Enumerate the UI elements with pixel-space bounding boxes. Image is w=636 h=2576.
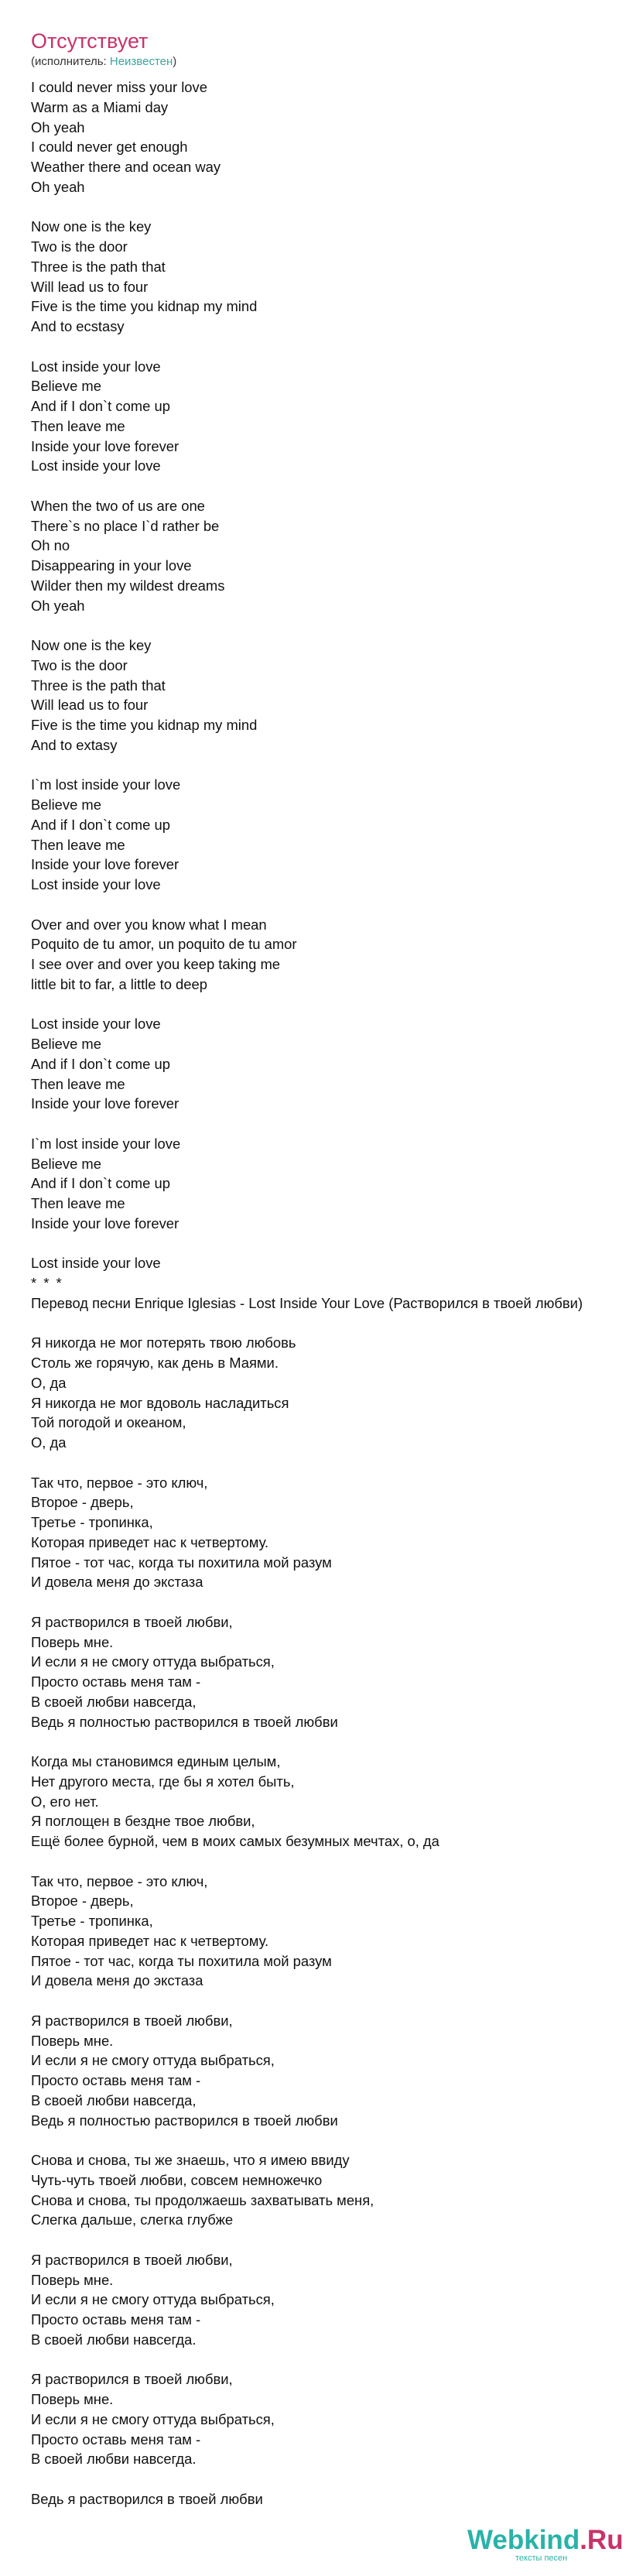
translation-lyric-line: Столь же горячую, как день в Маями. <box>31 1355 279 1371</box>
translation-lyric-stanza <box>31 2150 636 2230</box>
translation-lyric-line: И если я не смогу оттуда выбраться, <box>31 1653 275 1670</box>
translation-lyric-line: Я растворился в твоей любви, <box>31 1613 233 1630</box>
translation-lyric-line: Той погодой и океаном, <box>31 1414 186 1431</box>
translation-lyric-line: Я растворился в твоей любви, <box>31 2371 233 2388</box>
original-lyric-line: And if I don`t come up <box>31 398 170 414</box>
translation-lyric-line: Третье - тропинка, <box>31 1514 153 1530</box>
original-lyric-line: Inside your love forever <box>31 1095 180 1112</box>
translation-lyric-line: Я никогда не мог вдоволь насладиться <box>31 1394 289 1411</box>
translation-lyric-line: В своей любви навсегда. <box>31 2451 197 2468</box>
original-lyric-line: When the two of us are one <box>31 497 205 514</box>
translation-lyric-line: О, да <box>31 1434 67 1451</box>
translation-lyric-line: Просто оставь меня там - <box>31 1673 201 1690</box>
original-lyric-stanza <box>31 357 636 477</box>
song-title: Отсутствует <box>31 29 149 53</box>
performer-line <box>31 54 619 70</box>
translation-lyric-stanza <box>31 1333 636 1453</box>
original-lyric-line: Then leave me <box>31 417 125 434</box>
translation-lyric-line: И если я не смогу оттуда выбраться, <box>31 2291 275 2308</box>
original-lyric-line: Over and over you know what I mean <box>31 916 267 933</box>
original-lyric-line: Then leave me <box>31 1075 125 1092</box>
original-lyric-line: Will lead us to four <box>31 697 149 714</box>
logo-wordmark <box>467 2525 624 2556</box>
translation-lyric-line: Поверь мне. <box>31 2032 114 2049</box>
original-lyric-line: And to ecstasy <box>31 318 125 334</box>
original-lyric-line: And to extasy <box>31 736 118 753</box>
original-lyric-line: Two is the door <box>31 656 128 673</box>
song-header <box>31 28 619 70</box>
translation-lyric-line: Чуть-чуть твоей любви, совсем немножечко <box>31 2171 323 2188</box>
translation-lyric-line: Так что, первое - это ключ, <box>31 1474 208 1491</box>
original-lyric-line: Five is the time you kidnap my mind <box>31 717 258 733</box>
original-lyric-line: Three is the path that <box>31 258 166 275</box>
translation-lyric-line: Второе - дверь, <box>31 1494 134 1511</box>
translation-lyric-line: Я растворился в твоей любви, <box>31 2251 233 2268</box>
translation-lyric-line: Снова и снова, ты же знаешь, что я имею ввиду <box>31 2152 350 2168</box>
translation-lyrics <box>31 1333 636 2509</box>
translation-lyric-line: Ведь я полностью растворился в твоей любви <box>31 1713 338 1730</box>
original-lyric-line: Lost inside your love <box>31 876 161 892</box>
translation-lyric-line: Которая приведет нас к четвертому. <box>31 1932 269 1949</box>
original-lyric-line: There`s no place I`d rather be <box>31 517 220 534</box>
translation-lyric-stanza <box>31 2489 636 2509</box>
original-lyric-line: I could never get enough <box>31 139 188 156</box>
translation-lyric-line: Ещё более бурной, чем в моих самых безумных мечтах, о, да <box>31 1833 439 1849</box>
original-lyric-stanza <box>31 496 636 616</box>
original-lyric-line: Now one is the key <box>31 637 152 653</box>
original-lyric-line: And if I don`t come up <box>31 1175 170 1192</box>
translation-lyric-line: Второе - дверь, <box>31 1893 134 1910</box>
original-lyric-stanza <box>31 1134 636 1234</box>
translation-lyric-line: Просто оставь меня там - <box>31 2430 201 2448</box>
translation-lyric-stanza <box>31 2011 636 2131</box>
translation-lyric-line: Ведь я растворился в твоей любви <box>31 2490 263 2507</box>
original-lyric-stanza <box>31 775 636 895</box>
translation-lyric-line: Просто оставь меня там - <box>31 2072 201 2088</box>
original-lyric-stanza <box>31 915 636 995</box>
translation-lyric-line: И довела меня до экстаза <box>31 1574 203 1591</box>
section-separator: * * * <box>31 1275 63 1291</box>
translation-lyric-line: Поверь мне. <box>31 2391 114 2407</box>
original-lyric-line: Lost inside your love <box>31 457 161 474</box>
translation-lyric-stanza <box>31 2250 636 2350</box>
translation-lyric-line: Я растворился в твоей любви, <box>31 2012 233 2029</box>
translation-lyric-stanza <box>31 1872 636 1992</box>
translation-lyric-line: Я никогда не мог потерять твою любовь <box>31 1334 296 1351</box>
translation-title: Перевод песни Enrique Iglesias - Lost Inside Your Love (Растворился в твоей любви) <box>31 1294 583 1311</box>
original-lyric-line: Poquito de tu amor, un poquito de tu amor <box>31 936 297 953</box>
translation-lyric-line: И если я не смогу оттуда выбраться, <box>31 2052 275 2069</box>
performer-suffix: ) <box>173 55 177 68</box>
original-lyric-line: And if I don`t come up <box>31 816 170 833</box>
site-logo[interactable] <box>467 2525 630 2564</box>
original-lyric-line: Oh yeah <box>31 118 85 135</box>
original-lyric-stanza <box>31 635 636 755</box>
logo-tld: .Ru <box>580 2525 624 2555</box>
translation-lyric-line: Слегка дальше, слегка глубже <box>31 2211 234 2228</box>
original-lyric-line: I see over and over you keep taking me <box>31 956 281 972</box>
original-lyric-line: Inside your love forever <box>31 1214 180 1231</box>
original-lyric-line: Oh yeah <box>31 597 85 614</box>
original-lyric-line: Two is the door <box>31 238 128 255</box>
translation-lyric-line: Ведь я полностью растворился в твоей любви <box>31 2112 338 2129</box>
translation-lyric-line: В своей любви навсегда. <box>31 2331 197 2348</box>
performer-prefix: (исполнитель: <box>31 55 110 68</box>
translation-lyric-line: О, его нет. <box>31 1793 99 1810</box>
original-lyric-line: Believe me <box>31 1155 101 1172</box>
translation-lyric-line: Поверь мне. <box>31 1633 114 1650</box>
original-lyric-line: Believe me <box>31 1036 101 1052</box>
translation-lyric-stanza <box>31 1752 636 1852</box>
original-lyric-line: Will lead us to four <box>31 278 149 295</box>
original-lyric-line: Oh no <box>31 537 70 554</box>
original-lyric-line: Wilder then my wildest dreams <box>31 577 225 594</box>
original-lyric-line: Weather there and ocean way <box>31 159 221 175</box>
translation-lyric-line: Снова и снова, ты продолжаешь захватывать меня, <box>31 2191 374 2208</box>
original-lyric-line: I could never miss your love <box>31 79 207 95</box>
original-lyric-line: Disappearing in your love <box>31 557 192 574</box>
original-lyric-line: Now one is the key <box>31 218 152 235</box>
translation-lyric-line: Поверь мне. <box>31 2271 114 2288</box>
translation-lyric-line: Когда мы становимся единым целым, <box>31 1753 281 1769</box>
translation-lyric-line: И если я не смогу оттуда выбраться, <box>31 2410 275 2427</box>
original-lyric-stanza <box>31 1253 636 1273</box>
translation-lyric-line: В своей любви навсегда, <box>31 1693 197 1710</box>
translation-lyric-line: Третье - тропинка, <box>31 1913 153 1929</box>
original-lyric-line: I`m lost inside your love <box>31 1135 181 1152</box>
performer-link[interactable]: Неизвестен <box>109 55 173 68</box>
original-lyric-stanza <box>31 77 636 197</box>
translation-lyric-stanza <box>31 1612 636 1732</box>
translation-lyric-stanza <box>31 1473 636 1593</box>
translation-lyric-line: О, да <box>31 1374 67 1391</box>
original-lyric-line: little bit to far, a little to deep <box>31 975 207 992</box>
original-lyric-line: Inside your love forever <box>31 856 180 873</box>
translation-lyric-line: Пятое - тот час, когда ты похитила мой разум <box>31 1952 332 1969</box>
original-lyric-line: Lost inside your love <box>31 1016 161 1033</box>
lyrics-body <box>31 77 636 2529</box>
original-lyric-stanza <box>31 1014 636 1114</box>
original-lyric-line: Lost inside your love <box>31 1255 161 1272</box>
original-lyric-line: Believe me <box>31 796 101 813</box>
original-lyric-line: And if I don`t come up <box>31 1055 170 1072</box>
original-lyric-line: Believe me <box>31 378 101 395</box>
original-lyric-stanza <box>31 217 636 337</box>
original-lyric-line: Then leave me <box>31 1195 125 1211</box>
translation-lyric-line: Так что, первое - это ключ, <box>31 1872 208 1889</box>
translation-lyric-line: Просто оставь меня там - <box>31 2311 201 2328</box>
logo-brand: Webkind <box>467 2525 580 2555</box>
translation-lyric-line: В своей любви навсегда, <box>31 2091 197 2108</box>
original-lyric-line: Five is the time you kidnap my mind <box>31 298 258 315</box>
translation-lyric-stanza <box>31 2369 636 2469</box>
original-lyric-line: Inside your love forever <box>31 437 180 454</box>
translation-lyric-line: Которая приведет нас к четвертому. <box>31 1533 269 1550</box>
translation-lyric-line: И довела меня до экстаза <box>31 1972 203 1989</box>
original-lyric-line: Oh yeah <box>31 178 85 195</box>
logo-tagline: тексты песен <box>515 2554 568 2563</box>
original-lyric-line: Warm as a Miami day <box>31 98 169 115</box>
original-lyric-line: Lost inside your love <box>31 358 161 375</box>
original-lyric-line: I`m lost inside your love <box>31 776 181 793</box>
translation-lyric-line: Пятое - тот час, когда ты похитила мой разум <box>31 1553 332 1571</box>
original-lyric-line: Then leave me <box>31 836 125 853</box>
original-lyrics <box>31 77 636 1273</box>
translation-lyric-line: Я поглощен в бездне твое любви, <box>31 1813 255 1830</box>
original-lyric-line: Three is the path that <box>31 677 166 694</box>
translation-lyric-line: Нет другого места, где бы я хотел быть, <box>31 1773 295 1790</box>
